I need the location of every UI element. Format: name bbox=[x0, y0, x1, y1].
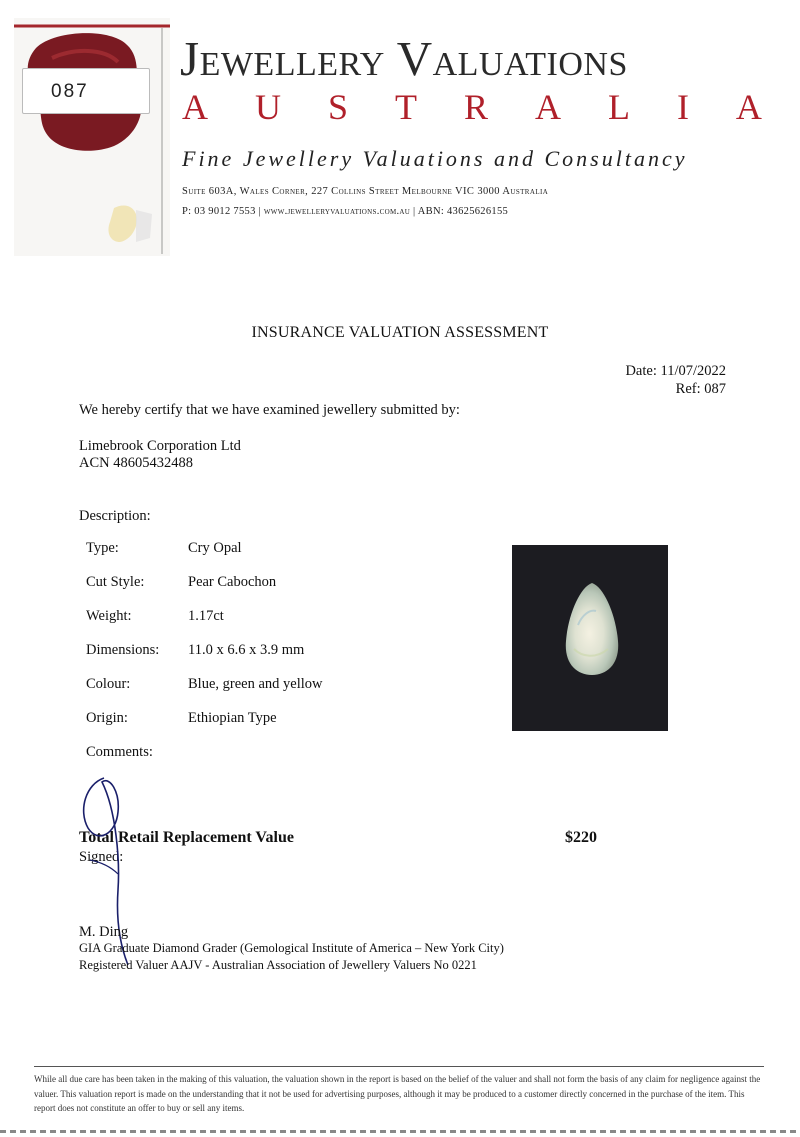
wax-seal-graphic bbox=[14, 18, 174, 258]
footer-divider bbox=[34, 1066, 764, 1067]
country-letter: A bbox=[182, 87, 208, 127]
country-letter: U bbox=[254, 87, 281, 127]
certification-statement: We hereby certify that we have examined jewellery submitted by: bbox=[79, 402, 460, 418]
company-contact: P: 03 9012 7553 | www.jewelleryvaluations.com.au | ABN: 43625626155 bbox=[182, 206, 509, 217]
opal-gem-graphic bbox=[512, 545, 668, 731]
valuer-credential-aajv: Registered Valuer AAJV - Australian Association of Jewellery Valuers No 0221 bbox=[79, 958, 477, 972]
company-tagline: Fine Jewellery Valuations and Consultancy bbox=[182, 146, 688, 171]
dimensions-label: Dimensions: bbox=[86, 642, 160, 658]
colour-value: Blue, green and yellow bbox=[188, 676, 323, 692]
valuation-date: Date: 11/07/2022 bbox=[625, 363, 726, 379]
total-value-amount: $220 bbox=[565, 829, 597, 846]
country-letter: T bbox=[394, 87, 417, 127]
cut-style-label: Cut Style: bbox=[86, 574, 145, 590]
footer-disclaimer: While all due care has been taken in the making of this valuation, the valuation shown in the report is based on the belief of the valuer and shall not form the basis of any claim for negligence against the valuer. This valuation report is made on the understanding that it not be used for advertising purposes, although it may be produced to a customer directly concerned in the purchase of the item. This report does not constitute an offer to buy or sell any items. bbox=[34, 1074, 761, 1113]
company-address: Suite 603A, Wales Corner, 227 Collins Street Melbourne VIC 3000 Australia bbox=[182, 186, 549, 197]
dimensions-value: 11.0 x 6.6 x 3.9 mm bbox=[188, 642, 305, 658]
type-label: Type: bbox=[86, 540, 119, 556]
cut-style-value: Pear Cabochon bbox=[188, 574, 277, 590]
origin-label: Origin: bbox=[86, 710, 128, 726]
weight-value: 1.17ct bbox=[188, 608, 224, 624]
valuer-credential-gia: GIA Graduate Diamond Grader (Gemological Institute of America – New York City) bbox=[79, 941, 504, 955]
wax-seal-stamp bbox=[14, 18, 174, 258]
type-value: Cry Opal bbox=[188, 540, 242, 556]
weight-label: Weight: bbox=[86, 608, 132, 624]
valuer-name: M. Ding bbox=[79, 924, 129, 940]
country-letter: L bbox=[607, 87, 630, 127]
country-letter: I bbox=[676, 87, 689, 127]
valuation-ref: Ref: 087 bbox=[675, 381, 726, 397]
company-name: Jewellery Valuations bbox=[180, 31, 628, 86]
country-letter: S bbox=[327, 87, 348, 127]
country-letter: A bbox=[735, 87, 762, 127]
stamp-ref-number: 087 bbox=[22, 68, 150, 114]
country-letter: A bbox=[534, 87, 561, 127]
page-edge-dashes bbox=[0, 1130, 800, 1133]
total-value-label: Total Retail Replacement Value bbox=[79, 829, 294, 846]
colour-label: Colour: bbox=[86, 676, 131, 692]
client-name: Limebrook Corporation Ltd bbox=[79, 438, 241, 454]
description-label: Description: bbox=[79, 508, 151, 524]
origin-value: Ethiopian Type bbox=[188, 710, 277, 726]
document-title: INSURANCE VALUATION ASSESSMENT bbox=[251, 324, 549, 341]
client-acn: ACN 48605432488 bbox=[79, 455, 193, 471]
comments-label: Comments: bbox=[86, 744, 153, 760]
country-letter: R bbox=[463, 87, 488, 127]
opal-photo bbox=[512, 545, 668, 731]
company-country bbox=[182, 86, 762, 128]
signed-label: Signed: bbox=[79, 849, 124, 865]
